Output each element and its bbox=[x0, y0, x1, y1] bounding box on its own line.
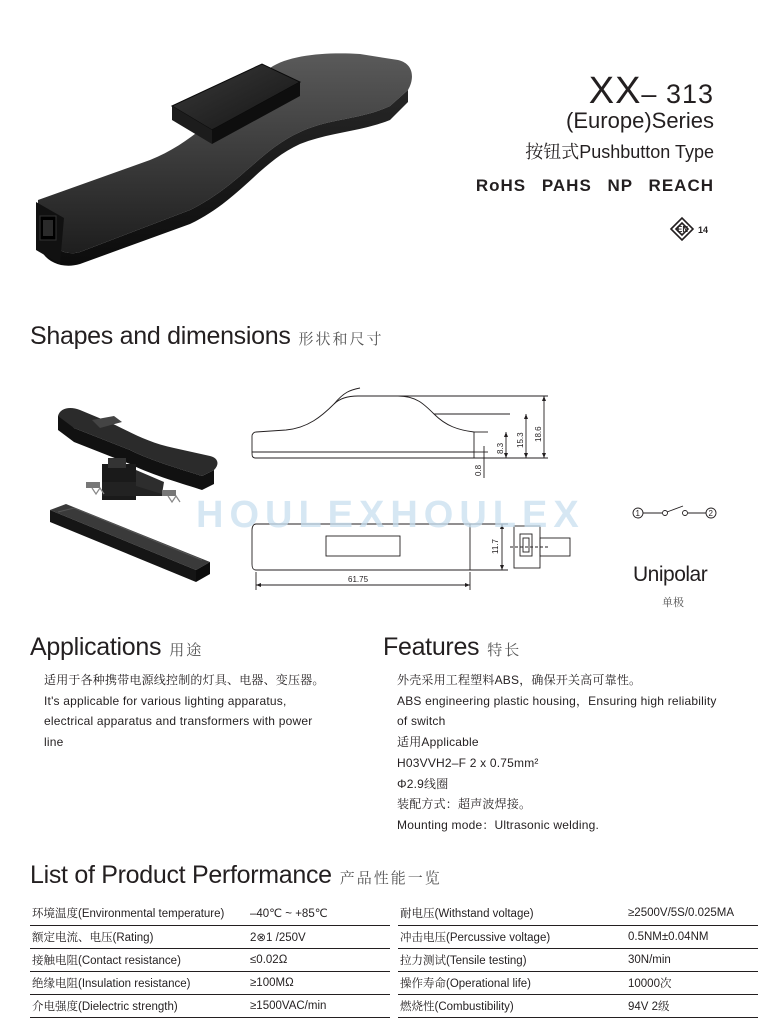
spec-value: ≤0.02Ω bbox=[250, 948, 390, 971]
features-text bbox=[397, 670, 757, 836]
features-section-title-cn: 特长 bbox=[487, 642, 522, 659]
applications-line: line bbox=[44, 735, 64, 750]
watermark: HOULEXHOULEX bbox=[196, 494, 585, 536]
enec-certification-mark bbox=[668, 214, 718, 244]
features-line: of switch bbox=[397, 714, 446, 729]
applications-section-title: Applications 用途 bbox=[30, 633, 204, 661]
table-row bbox=[30, 925, 390, 948]
model-number-digits: – 313 bbox=[641, 79, 714, 109]
features-line: Mounting mode：Ultrasonic welding. bbox=[397, 817, 600, 832]
table-row bbox=[398, 925, 758, 948]
applications-line: 适用于各种携带电源线控制的灯具、电器、变压器。 bbox=[44, 673, 325, 687]
features-line: 适用Applicable bbox=[397, 735, 479, 750]
spec-label: 介电强度(Dielectric strength) bbox=[30, 995, 250, 1018]
performance-section-title-cn: 产品性能一览 bbox=[339, 870, 442, 887]
shapes-section-title: Shapes and dimensions 形状和尺寸 bbox=[30, 322, 384, 350]
features-line: ABS engineering plastic housing，Ensuring high reliability bbox=[397, 693, 717, 708]
spec-label: 额定电流、电压(Rating) bbox=[30, 925, 250, 948]
table-row bbox=[398, 972, 758, 995]
performance-table-right bbox=[398, 902, 758, 1018]
spec-value: 2⊗1 /250V bbox=[250, 925, 390, 948]
dim-length: 61.75 bbox=[348, 575, 369, 584]
series-name: (Europe)Series bbox=[566, 108, 714, 133]
applications-line: electrical apparatus and transformers with power bbox=[44, 714, 313, 729]
spec-label: 绝缘电阻(Insulation resistance) bbox=[30, 972, 250, 995]
dim-height-body: 15.3 bbox=[516, 432, 525, 448]
dim-height-total: 18.6 bbox=[534, 426, 543, 442]
spec-label: 环境温度(Environmental temperature) bbox=[30, 902, 250, 925]
table-row bbox=[30, 902, 390, 925]
spec-label: 冲击电压(Percussive voltage) bbox=[398, 925, 628, 948]
spec-label: 耐电压(Withstand voltage) bbox=[398, 902, 628, 925]
spec-value: 30N/min bbox=[628, 948, 758, 971]
shapes-section-title-cn: 形状和尺寸 bbox=[298, 331, 384, 348]
spec-label: 接触电阻(Contact resistance) bbox=[30, 948, 250, 971]
spec-label: 操作寿命(Operational life) bbox=[398, 972, 628, 995]
table-row bbox=[30, 995, 390, 1018]
performance-table-left bbox=[30, 902, 390, 1018]
spec-label: 燃烧性(Combustibility) bbox=[398, 995, 628, 1018]
spec-value: ≥1500VAC/min bbox=[250, 995, 390, 1018]
table-row bbox=[398, 948, 758, 971]
spec-value: ≥2500V/5S/0.025MA bbox=[628, 902, 758, 925]
circuit-terminal-2: 2 bbox=[708, 509, 713, 518]
table-row bbox=[30, 948, 390, 971]
model-number: XX– 313 bbox=[588, 70, 714, 112]
circuit-terminal-1: 1 bbox=[635, 509, 640, 518]
dim-width: 11.7 bbox=[491, 539, 500, 554]
dim-height-step: 8.3 bbox=[496, 442, 505, 454]
applications-line: It's applicable for various lighting apparatus, bbox=[44, 693, 287, 708]
features-section-title: Features 特长 bbox=[383, 633, 522, 661]
switch-type: 按钮式Pushbutton Type bbox=[525, 142, 714, 162]
spec-value: ≥100MΩ bbox=[250, 972, 390, 995]
certifications: RoHS PAHS NP REACH bbox=[475, 176, 714, 195]
performance-section-title: List of Product Performance 产品性能一览 bbox=[30, 861, 442, 889]
spec-value: –40℃ ~ +85℃ bbox=[250, 902, 390, 925]
applications-text bbox=[44, 670, 364, 753]
spec-value: 10000次 bbox=[628, 972, 758, 995]
applications-section-title-cn: 用途 bbox=[169, 642, 204, 659]
features-line: H03VVH2–F 2 x 0.75mm² bbox=[397, 755, 539, 770]
features-line: 外壳采用工程塑料ABS，确保开关高可靠性。 bbox=[397, 673, 642, 687]
spec-label: 拉力测试(Tensile testing) bbox=[398, 948, 628, 971]
dim-base: 0.8 bbox=[474, 464, 483, 476]
circuit-diagram bbox=[628, 502, 720, 524]
features-line: Φ2.9线圈 bbox=[397, 776, 449, 791]
table-row bbox=[398, 995, 758, 1018]
table-row bbox=[30, 972, 390, 995]
table-row bbox=[398, 902, 758, 925]
spec-value: 94V 2级 bbox=[628, 995, 758, 1018]
svg-text:14: 14 bbox=[698, 225, 709, 235]
spec-value: 0.5NM±0.04NM bbox=[628, 925, 758, 948]
pole-label-cn: 单极 bbox=[662, 597, 684, 609]
product-photo bbox=[30, 40, 420, 280]
side-view-drawing bbox=[248, 384, 558, 484]
pole-label: Unipolar bbox=[633, 563, 708, 586]
exploded-view-illustration bbox=[44, 398, 224, 588]
svg-text:EN: EN bbox=[677, 225, 689, 234]
features-line: 装配方式：超声波焊接。 bbox=[397, 797, 532, 812]
